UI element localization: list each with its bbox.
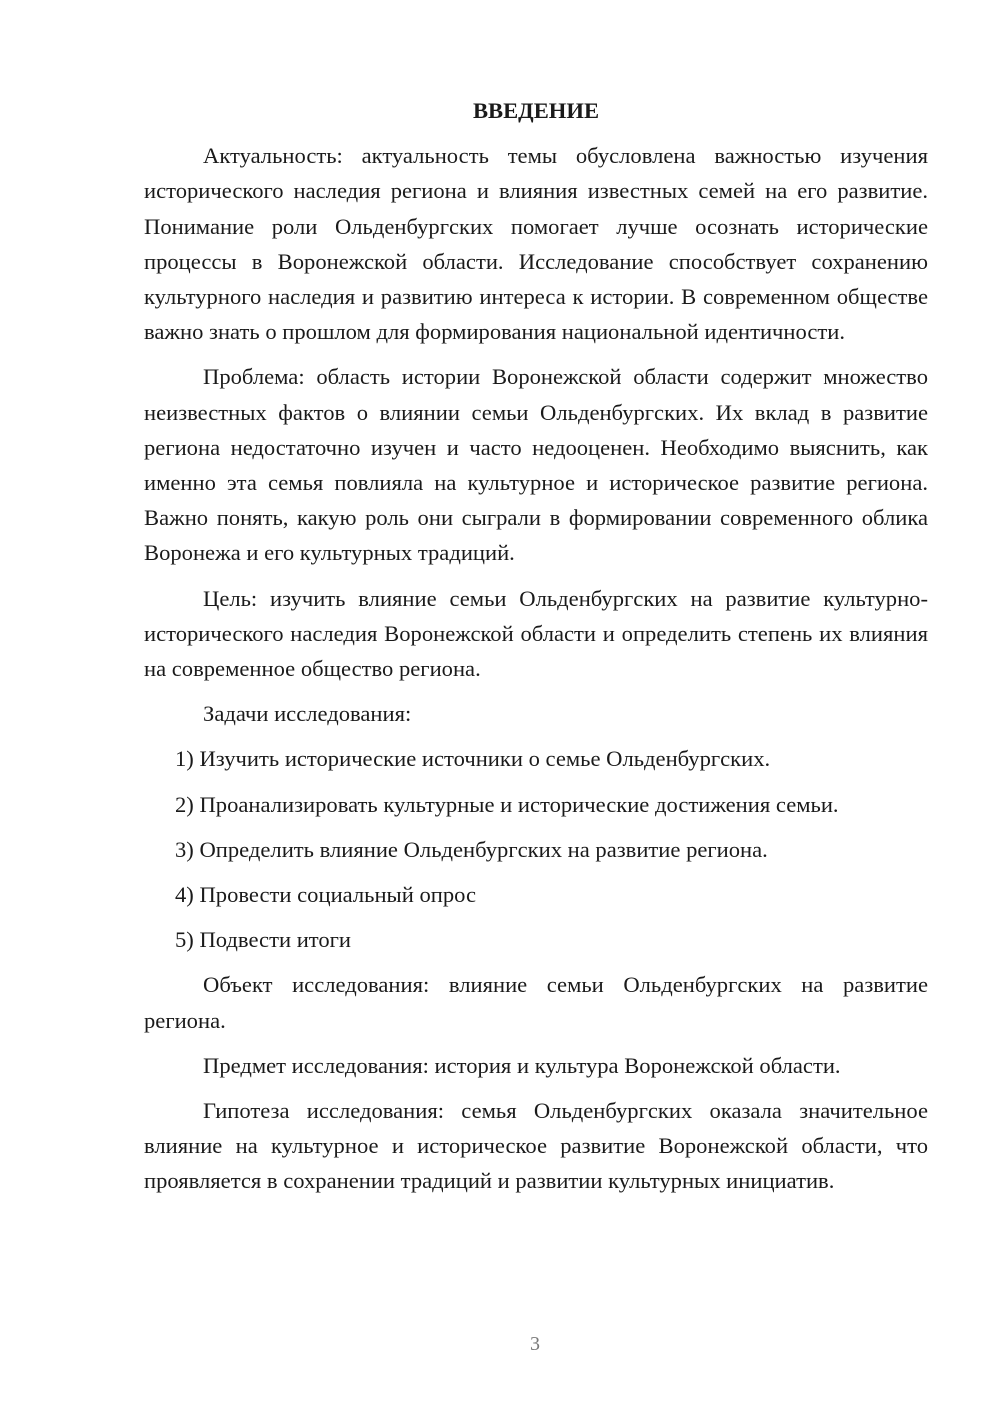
tasks-heading: Задачи исследования: xyxy=(203,701,412,727)
hypothesis-paragraph: Гипотеза исследования: семья Ольденбургских оказала значительное влияние на культурное и историческое развитие Воронежской области, что проявляется в сохранении традиций и развитии культурных инициатив. xyxy=(144,1098,928,1194)
problem-paragraph: Проблема: область истории Воронежской области содержит множество неизвестных фактов о влиянии семьи Ольденбургских. Их вклад в развитие региона недостаточно изучен и часто недооценен. Необходимо выяснить, как именно эта семья повлияла на культурное и историческое развитие региона. Важно понять, какую роль они сыграли в формировании современного облика Воронежа и его культурных традиций. xyxy=(144,364,928,566)
task-item-5: 5) Подвести итоги xyxy=(175,927,352,953)
task-item-2: 2) Проанализировать культурные и исторические достижения семьи. xyxy=(175,791,839,817)
object-paragraph: Объект исследования: влияние семьи Ольденбургских на развитие региона. xyxy=(144,972,928,1033)
task-item-1: 1) Изучить исторические источники о семье Ольденбургских. xyxy=(175,746,771,772)
task-item-4: 4) Провести социальный опрос xyxy=(175,882,477,908)
task-item-3: 3) Определить влияние Ольденбургских на развитие региона. xyxy=(175,836,768,862)
document-body xyxy=(144,93,928,1209)
page-title: ВВЕДЕНИЕ xyxy=(472,98,600,123)
goal-paragraph: Цель: изучить влияние семьи Ольденбургских на развитие культурно-исторического наследия Воронежской области и определить степень их влияния на современное общество региона. xyxy=(144,585,928,682)
page-number: 3 xyxy=(530,1333,540,1355)
relevance-paragraph: Актуальность: актуальность темы обусловлена важностью изучения исторического наследия региона и влияния известных семей на его развитие. Понимание роли Ольденбургских помогает лучше осознать исторические процессы в Воронежской области. Исследование способствует сохранению культурного наследия и развитию интереса к истории. В современном обществе важно знать о прошлом для формирования национальной идентичности. xyxy=(144,143,928,345)
subject-paragraph: Предмет исследования: история и культура Воронежской области. xyxy=(203,1052,841,1078)
